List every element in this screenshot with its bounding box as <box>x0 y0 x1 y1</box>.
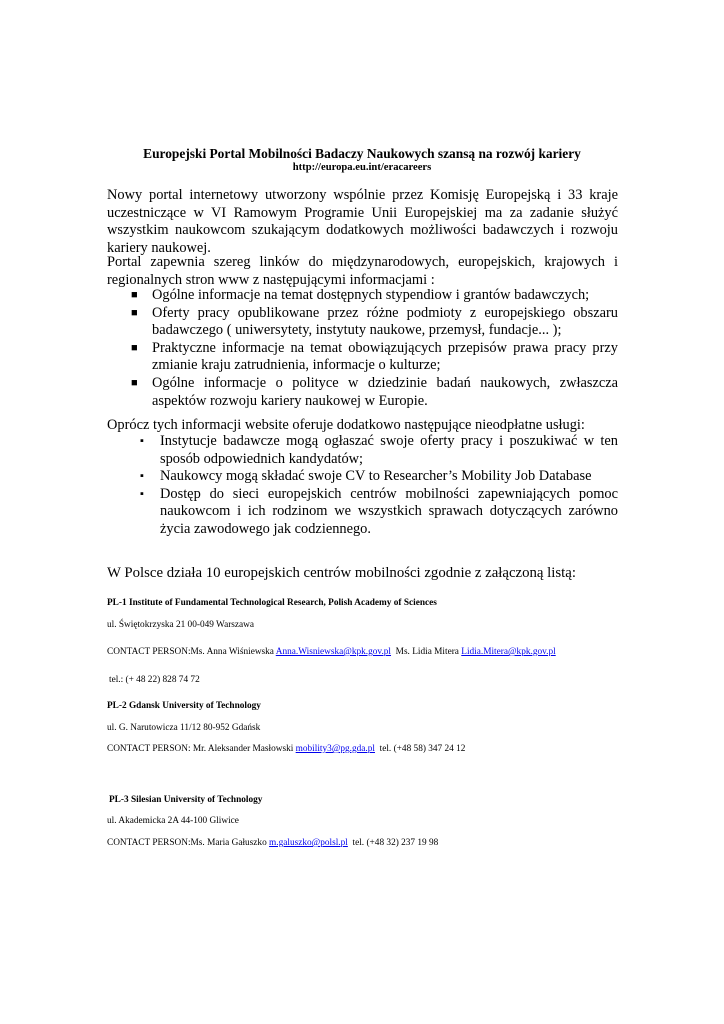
list-item: ■ Oferty pracy opublikowane przez różne podmioty z europejskiego obszaru badawczego ( uniwersytety, instytuty naukowe, przemysł, fundacje... ); <box>131 304 618 339</box>
center-pl1-address: ul. Świętokrzyska 21 00-049 Warszawa <box>107 620 255 630</box>
center-pl2-contact: CONTACT PERSON: Mr. Aleksander Masłowski mobility3@pg.gda.pl tel. (+48 58) 347 24 12 <box>107 744 466 754</box>
poland-intro: W Polsce działa 10 europejskich centrów mobilności zgodnie z załączoną listą: <box>107 565 576 581</box>
list-item: ▪ Dostęp do sieci europejskich centrów mobilności zapewniających pomoc naukowcom i ich rodzinom we wszystkich sprawach dotyczących zarówno życia zawodowego jak codziennego. <box>140 485 618 537</box>
center-pl2-address: ul. G. Narutowicza 11/12 80-952 Gdańsk <box>107 723 261 733</box>
email-link-galuszko[interactable]: m.galuszko@polsl.pl <box>269 838 348 848</box>
list-item: ■ Ogólne informacje na temat dostępnych stypendiow i grantów badawczych; <box>131 287 590 303</box>
email-link-lidia[interactable]: Lidia.Mitera@kpk.gov.pl <box>461 647 556 657</box>
document-title: Europejski Portal Mobilności Badaczy Naukowych szansą na rozwój kariery <box>143 146 581 161</box>
portal-links-paragraph: Portal zapewnia szereg linków do międzynarodowych, europejskich, krajowych i regionalnych stron www z następującymi informacjami : <box>107 254 618 288</box>
square-bullet-icon: ■ <box>131 289 138 301</box>
services-list <box>107 433 618 539</box>
list-item: ▪ Instytucje badawcze mogą ogłaszać swoje oferty pracy i poszukiwać w ten sposób odpowiednich kandydatów; <box>140 433 618 467</box>
square-bullet-icon: ▪ <box>140 470 144 483</box>
square-bullet-icon: ▪ <box>140 435 144 447</box>
intro-paragraph: Nowy portal internetowy utworzony wspólnie przez Komisję Europejską i 33 kraje uczestniczące w VI Ramowym Programie Unii Europejskiej ma za zadanie służyć wszystkim naukowcom szukającym dodatkowych możliwości badawczych i rozwoju kariery naukowej. <box>107 187 618 256</box>
list-item: ■ Praktyczne informacje na temat obowiązujących przepisów prawa pracy przy zmianie kraju zatrudnienia, informacje o kulturze; <box>131 339 618 374</box>
center-pl3-contact: CONTACT PERSON:Ms. Maria Gałuszko m.galuszko@polsl.pl tel. (+48 32) 237 19 98 <box>107 838 439 848</box>
center-pl3-name: PL-3 Silesian University of Technology <box>109 795 263 805</box>
center-pl3-address: ul. Akademicka 2A 44-100 Gliwice <box>107 816 239 826</box>
square-bullet-icon: ▪ <box>140 487 144 500</box>
portal-url: http://europa.eu.int/eracareers <box>292 162 432 173</box>
email-link-mobility3[interactable]: mobility3@pg.gda.pl <box>295 744 375 754</box>
square-bullet-icon: ■ <box>131 306 138 319</box>
center-pl1-name: PL-1 Institute of Fundamental Technological Research, Polish Academy of Sciences <box>107 598 437 608</box>
square-bullet-icon: ■ <box>131 376 138 389</box>
list-item: ■ Ogólne informacje o polityce w dziedzinie badań naukowych, zwłaszcza aspektów rozwoju kariery naukowej w Europie. <box>131 374 618 409</box>
center-pl1-tel: tel.: (+ 48 22) 828 74 72 <box>109 675 200 685</box>
email-link-anna[interactable]: Anna.Wisniewska@kpk.gov.pl <box>275 647 392 657</box>
center-pl2-name: PL-2 Gdansk University of Technology <box>107 701 261 711</box>
list-item: ▪ Naukowcy mogą składać swoje CV to Researcher’s Mobility Job Database <box>140 468 592 485</box>
square-bullet-icon: ■ <box>131 341 138 354</box>
services-intro: Oprócz tych informacji website oferuje dodatkowo następujące nieodpłatne usługi: <box>107 417 585 433</box>
info-list <box>107 287 618 410</box>
center-pl1-contact: CONTACT PERSON:Ms. Anna Wiśniewska Anna.Wisniewska@kpk.gov.pl Ms. Lidia Mitera Lidia.Mitera@kpk.gov.pl <box>107 647 556 657</box>
